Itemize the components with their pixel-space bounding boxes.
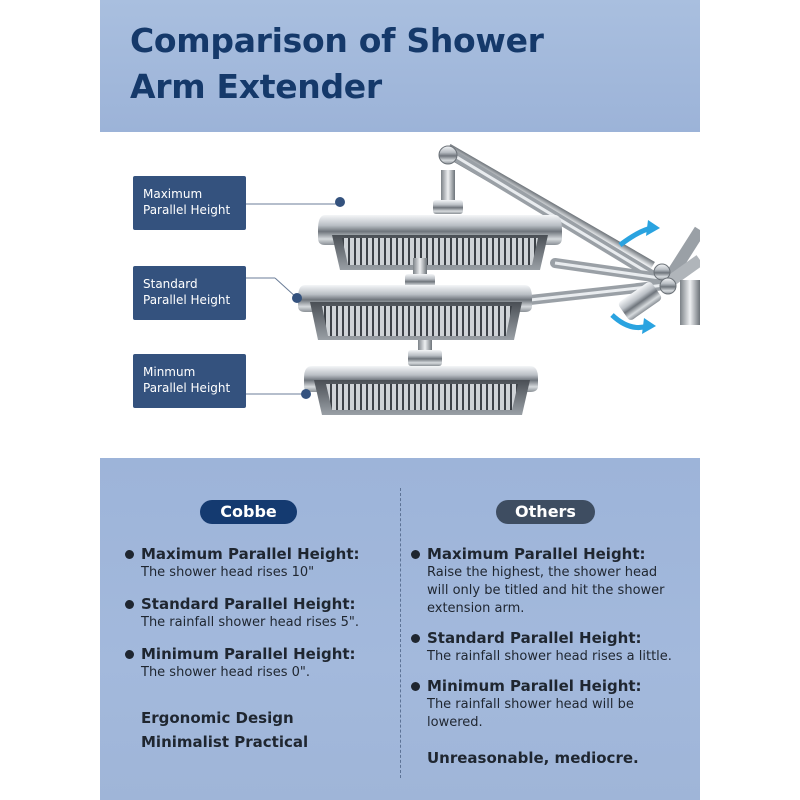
label-line: Parallel Height — [143, 381, 231, 395]
summary-line: Minimalist Practical — [141, 733, 309, 751]
badge-cobbe: Cobbe — [200, 500, 297, 524]
leader-dot-maximum — [335, 197, 345, 207]
item-description: The shower head rises 0". — [141, 665, 310, 680]
bullet-dot-icon — [411, 550, 420, 559]
bullet-dot-icon — [411, 682, 420, 691]
summary-line: Ergonomic Design — [141, 709, 294, 727]
list-item — [411, 676, 696, 732]
column-divider — [400, 488, 401, 778]
item-description: The shower head rises 10" — [141, 565, 315, 580]
label-line: Maximum — [143, 187, 203, 201]
leader-dot-standard — [292, 293, 302, 303]
cobbe-summary — [125, 706, 395, 754]
item-heading: Minimum Parallel Height: — [141, 645, 356, 663]
list-item — [125, 544, 395, 582]
list-item — [125, 644, 395, 682]
item-description: extension arm. — [427, 601, 525, 616]
item-description: The rainfall shower head rises a little. — [427, 649, 672, 664]
item-heading: Standard Parallel Height: — [141, 595, 356, 613]
bullet-dot-icon — [125, 550, 134, 559]
shower-head-maximum — [318, 170, 562, 270]
leader-dot-minimum — [301, 389, 311, 399]
header-banner — [100, 0, 700, 132]
item-heading: Maximum Parallel Height: — [141, 545, 360, 563]
cobbe-column — [125, 544, 395, 754]
product-illustration — [100, 140, 700, 450]
title-line-1: Comparison of Shower — [130, 21, 544, 60]
summary-line: Unreasonable, mediocre. — [427, 749, 639, 767]
item-description: will only be titled and hit the shower — [427, 583, 665, 598]
others-summary — [411, 746, 696, 770]
item-heading: Maximum Parallel Height: — [427, 545, 646, 563]
label-line: Minmum — [143, 365, 196, 379]
label-standard-parallel-height — [133, 266, 246, 320]
item-description: lowered. — [427, 715, 483, 730]
list-item — [411, 628, 696, 666]
list-item — [411, 544, 696, 618]
others-column — [411, 544, 696, 770]
label-minimum-parallel-height — [133, 354, 246, 408]
label-line: Parallel Height — [143, 293, 231, 307]
item-description: The rainfall shower head will be — [427, 697, 634, 712]
comparison-panel — [100, 458, 700, 800]
bullet-dot-icon — [411, 634, 420, 643]
label-line: Standard — [143, 277, 198, 291]
infographic — [100, 0, 700, 800]
item-description: The rainfall shower head rises 5". — [141, 615, 360, 630]
page-title — [130, 18, 690, 110]
label-maximum-parallel-height — [133, 176, 246, 230]
shower-head-standard — [298, 258, 532, 340]
item-description: Raise the highest, the shower head — [427, 565, 658, 580]
badge-others: Others — [496, 500, 595, 524]
shower-head-minimum — [304, 340, 538, 415]
item-heading: Standard Parallel Height: — [427, 629, 642, 647]
label-line: Parallel Height — [143, 203, 231, 217]
bullet-dot-icon — [125, 600, 134, 609]
title-line-2: Arm Extender — [130, 67, 382, 106]
item-heading: Minimum Parallel Height: — [427, 677, 642, 695]
list-item — [125, 594, 395, 632]
bullet-dot-icon — [125, 650, 134, 659]
